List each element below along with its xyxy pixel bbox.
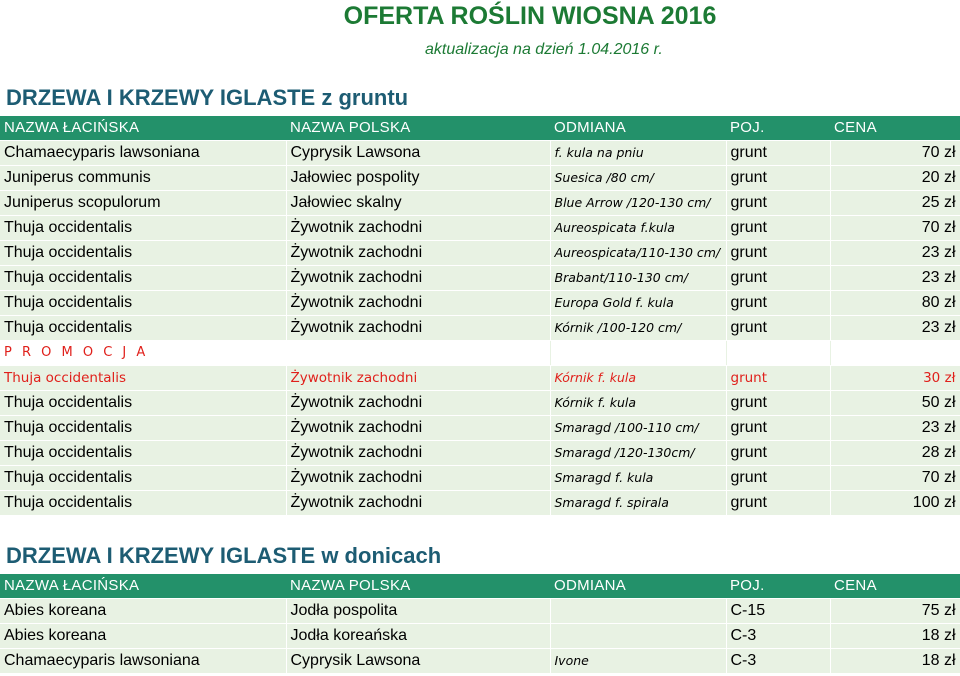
cell-latin-name: Thuja occidentalis — [0, 491, 286, 516]
ground-plants-table — [0, 116, 960, 516]
section-title-ground: DRZEWA I KRZEWY IGLASTE z gruntu — [6, 85, 409, 110]
cell-pot: grunt — [726, 491, 830, 516]
cell-variety — [550, 624, 726, 649]
cell-variety: Smaragd /100-110 cm/ — [550, 416, 726, 441]
cell-price: 18 zł — [830, 649, 960, 674]
cell-variety — [550, 599, 726, 624]
cell-price: 50 zł — [830, 391, 960, 416]
table-row — [0, 441, 960, 466]
table-row — [0, 649, 960, 674]
cell-pot: grunt — [726, 216, 830, 241]
cell-variety: f. kula na pniu — [550, 141, 726, 166]
table-row — [0, 266, 960, 291]
container-plants-table — [0, 574, 960, 674]
column-header-pot: POJ. — [726, 116, 830, 141]
column-header-pot: POJ. — [726, 574, 830, 599]
cell-price: 18 zł — [830, 624, 960, 649]
cell-latin-name: Chamaecyparis lawsoniana — [0, 649, 286, 674]
cell-price: 100 zł — [830, 491, 960, 516]
cell-price: 70 zł — [830, 216, 960, 241]
cell-price: 23 zł — [830, 266, 960, 291]
column-header-polish: NAZWA POLSKA — [286, 116, 550, 141]
cell-latin-name: Abies koreana — [0, 599, 286, 624]
column-header-price: CENA — [830, 574, 960, 599]
table-row — [0, 599, 960, 624]
cell-latin-name: Juniperus scopulorum — [0, 191, 286, 216]
cell-pot: grunt — [726, 241, 830, 266]
page-title: OFERTA ROŚLIN WIOSNA 2016 — [343, 2, 717, 30]
cell-polish-name: Żywotnik zachodni — [286, 391, 550, 416]
column-header-price: CENA — [830, 116, 960, 141]
cell-polish-name: Żywotnik zachodni — [286, 266, 550, 291]
cell-polish-name: Żywotnik zachodni — [286, 366, 550, 391]
cell-polish-name: Jodła koreańska — [286, 624, 550, 649]
cell-variety: Brabant/110-130 cm/ — [550, 266, 726, 291]
cell-polish-name: Jodła pospolita — [286, 599, 550, 624]
cell-latin-name: Juniperus communis — [0, 166, 286, 191]
cell-latin-name: Thuja occidentalis — [0, 366, 286, 391]
cell-variety: Kórnik /100-120 cm/ — [550, 316, 726, 341]
cell-pot: C-3 — [726, 649, 830, 674]
promo-empty-cell — [286, 341, 550, 366]
cell-latin-name: Thuja occidentalis — [0, 441, 286, 466]
cell-latin-name: Thuja occidentalis — [0, 416, 286, 441]
cell-variety: Ivone — [550, 649, 726, 674]
table-row — [0, 241, 960, 266]
cell-latin-name: Thuja occidentalis — [0, 316, 286, 341]
cell-variety: Europa Gold f. kula — [550, 291, 726, 316]
cell-variety: Aureospicata/110-130 cm/ — [550, 241, 726, 266]
cell-price: 23 zł — [830, 316, 960, 341]
promo-table-row — [0, 366, 960, 391]
cell-pot: grunt — [726, 391, 830, 416]
cell-polish-name: Żywotnik zachodni — [286, 216, 550, 241]
promo-empty-cell — [830, 341, 960, 366]
cell-price: 23 zł — [830, 416, 960, 441]
table-row — [0, 491, 960, 516]
table-row — [0, 416, 960, 441]
cell-latin-name: Thuja occidentalis — [0, 216, 286, 241]
table-row — [0, 191, 960, 216]
table-header-row — [0, 574, 960, 599]
column-header-variety: ODMIANA — [550, 574, 726, 599]
cell-polish-name: Żywotnik zachodni — [286, 316, 550, 341]
cell-polish-name: Cyprysik Lawsona — [286, 141, 550, 166]
cell-pot: C-15 — [726, 599, 830, 624]
cell-latin-name: Thuja occidentalis — [0, 241, 286, 266]
table-row — [0, 391, 960, 416]
cell-variety: Suesica /80 cm/ — [550, 166, 726, 191]
cell-polish-name: Jałowiec skalny — [286, 191, 550, 216]
cell-variety: Aureospicata f.kula — [550, 216, 726, 241]
cell-price: 20 zł — [830, 166, 960, 191]
table-row — [0, 624, 960, 649]
cell-polish-name: Żywotnik zachodni — [286, 441, 550, 466]
cell-pot: grunt — [726, 166, 830, 191]
cell-pot: grunt — [726, 191, 830, 216]
cell-price: 28 zł — [830, 441, 960, 466]
cell-polish-name: Żywotnik zachodni — [286, 416, 550, 441]
table-row — [0, 316, 960, 341]
table-row — [0, 291, 960, 316]
cell-latin-name: Thuja occidentalis — [0, 391, 286, 416]
cell-polish-name: Żywotnik zachodni — [286, 466, 550, 491]
cell-price: 80 zł — [830, 291, 960, 316]
cell-pot: grunt — [726, 416, 830, 441]
cell-polish-name: Żywotnik zachodni — [286, 291, 550, 316]
cell-polish-name: Jałowiec pospolity — [286, 166, 550, 191]
cell-pot: grunt — [726, 441, 830, 466]
promo-empty-cell — [550, 341, 726, 366]
cell-variety: Smaragd f. spirala — [550, 491, 726, 516]
cell-pot: grunt — [726, 466, 830, 491]
cell-polish-name: Żywotnik zachodni — [286, 241, 550, 266]
cell-latin-name: Thuja occidentalis — [0, 266, 286, 291]
cell-variety: Blue Arrow /120-130 cm/ — [550, 191, 726, 216]
cell-latin-name: Chamaecyparis lawsoniana — [0, 141, 286, 166]
cell-price: 70 zł — [830, 466, 960, 491]
cell-pot: grunt — [726, 291, 830, 316]
cell-variety: Kórnik f. kula — [550, 391, 726, 416]
promo-label: P R O M O C J A — [0, 341, 286, 366]
promo-empty-cell — [726, 341, 830, 366]
table-header-row — [0, 116, 960, 141]
cell-price: 30 zł — [830, 366, 960, 391]
table-row — [0, 466, 960, 491]
section-title-containers: DRZEWA I KRZEWY IGLASTE w donicach — [6, 543, 442, 568]
cell-price: 25 zł — [830, 191, 960, 216]
cell-pot: grunt — [726, 316, 830, 341]
cell-price: 75 zł — [830, 599, 960, 624]
cell-latin-name: Abies koreana — [0, 624, 286, 649]
cell-price: 70 zł — [830, 141, 960, 166]
column-header-latin: NAZWA ŁACIŃSKA — [0, 116, 286, 141]
column-header-variety: ODMIANA — [550, 116, 726, 141]
cell-polish-name: Żywotnik zachodni — [286, 491, 550, 516]
cell-pot: grunt — [726, 266, 830, 291]
cell-variety: Kórnik f. kula — [550, 366, 726, 391]
column-header-polish: NAZWA POLSKA — [286, 574, 550, 599]
promo-label-row — [0, 341, 960, 366]
table-row — [0, 166, 960, 191]
column-header-latin: NAZWA ŁACIŃSKA — [0, 574, 286, 599]
table-row — [0, 141, 960, 166]
cell-polish-name: Cyprysik Lawsona — [286, 649, 550, 674]
cell-variety: Smaragd f. kula — [550, 466, 726, 491]
cell-price: 23 zł — [830, 241, 960, 266]
table-row — [0, 216, 960, 241]
cell-latin-name: Thuja occidentalis — [0, 466, 286, 491]
cell-latin-name: Thuja occidentalis — [0, 291, 286, 316]
cell-pot: grunt — [726, 366, 830, 391]
cell-pot: grunt — [726, 141, 830, 166]
cell-variety: Smaragd /120-130cm/ — [550, 441, 726, 466]
cell-pot: C-3 — [726, 624, 830, 649]
page-subtitle: aktualizacja na dzień 1.04.2016 r. — [425, 41, 663, 58]
